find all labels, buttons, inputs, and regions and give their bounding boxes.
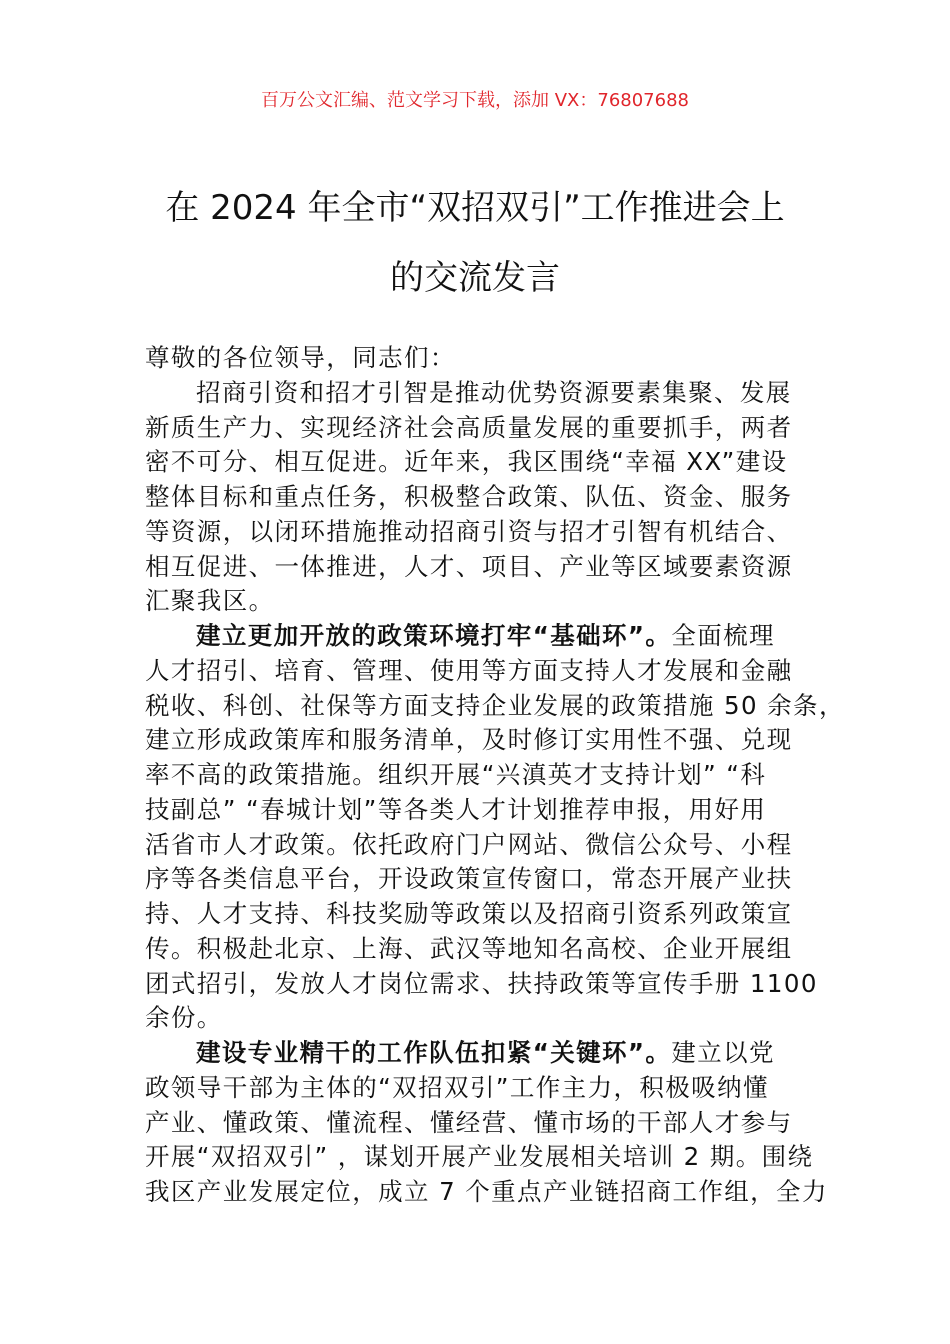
paragraph-line: 密不可分、相互促进。近年来，我区围绕“幸福 XX”建设	[145, 447, 788, 477]
paragraph-line: 开展“双招双引” ，谋划开展产业发展相关培训 2 期。围绕	[145, 1142, 814, 1172]
paragraph-line: 余份。	[145, 1003, 223, 1033]
paragraph-line	[145, 619, 835, 654]
paragraph-line: 等资源，以闭环措施推动招商引资与招才引智有机结合、	[145, 516, 793, 546]
salutation: 尊敬的各位领导，同志们：	[145, 343, 456, 372]
paragraph-line: 持、人才支持、科技奖励等政策以及招商引资系列政策宣	[145, 899, 793, 928]
document-title-line-2: 的交流发言	[390, 258, 560, 298]
section-heading: 建设专业精干的工作队伍扣紧“关键环”。	[196, 1038, 672, 1067]
document-body	[145, 341, 845, 1210]
paragraph-line: 技副总” “春城计划”等各类人才计划推荐申报，用好用	[145, 794, 767, 824]
paragraph-line: 政领导干部为主体的“双招双引”工作主力，积极吸纳懂	[145, 1072, 769, 1102]
paragraph-line: 产业、懂政策、懂流程、懂经营、懂市场的干部人才参与	[145, 1107, 793, 1137]
paragraph-line: 新质生产力、实现经济社会高质量发展的重要抓手，两者	[145, 412, 793, 442]
paragraph-text: 全面梳理	[671, 621, 775, 650]
paragraph-line: 我区产业发展定位，成立 7 个重点产业链招商工作组，全力	[145, 1177, 828, 1206]
section-heading: 建立更加开放的政策环境打牢“基础环”。	[196, 621, 672, 650]
paragraph-line: 率不高的政策措施。组织开展“兴滇英才支持计划” “科	[145, 760, 767, 789]
paragraph-line: 税收、科创、社保等方面支持企业发展的政策措施 50 余条，	[145, 690, 845, 720]
paragraph-line: 整体目标和重点任务，积极整合政策、队伍、资金、服务	[145, 482, 793, 511]
paragraph-line: 汇聚我区。	[145, 586, 275, 616]
paragraph-line: 相互促进、一体推进，人才、项目、产业等区域要素资源	[145, 551, 793, 581]
paragraph-line: 人才招引、培育、管理、使用等方面支持人才发展和金融	[145, 655, 793, 685]
watermark-text: 百万公文汇编、范文学习下载，添加 VX：76807688	[261, 90, 689, 111]
paragraph-line: 序等各类信息平台，开设政策宣传窗口，常态开展产业扶	[145, 864, 793, 894]
paragraph-line: 传。积极赴北京、上海、武汉等地知名高校、企业开展组	[145, 933, 793, 963]
document-title-line-1: 在 2024 年全市“双招双引”工作推进会上	[165, 188, 785, 228]
paragraph-line: 团式招引，发放人才岗位需求、扶持政策等宣传手册 1100	[145, 968, 818, 998]
paragraph-line: 招商引资和招才引智是推动优势资源要素集聚、发展	[196, 377, 792, 407]
paragraph-line: 活省市人才政策。依托政府门户网站、微信公众号、小程	[145, 829, 793, 859]
paragraph-line: 建立形成政策库和服务清单，及时修订实用性不强、兑现	[145, 725, 793, 755]
paragraph-text: 建立以党	[671, 1038, 775, 1067]
paragraph-line	[145, 1036, 835, 1071]
